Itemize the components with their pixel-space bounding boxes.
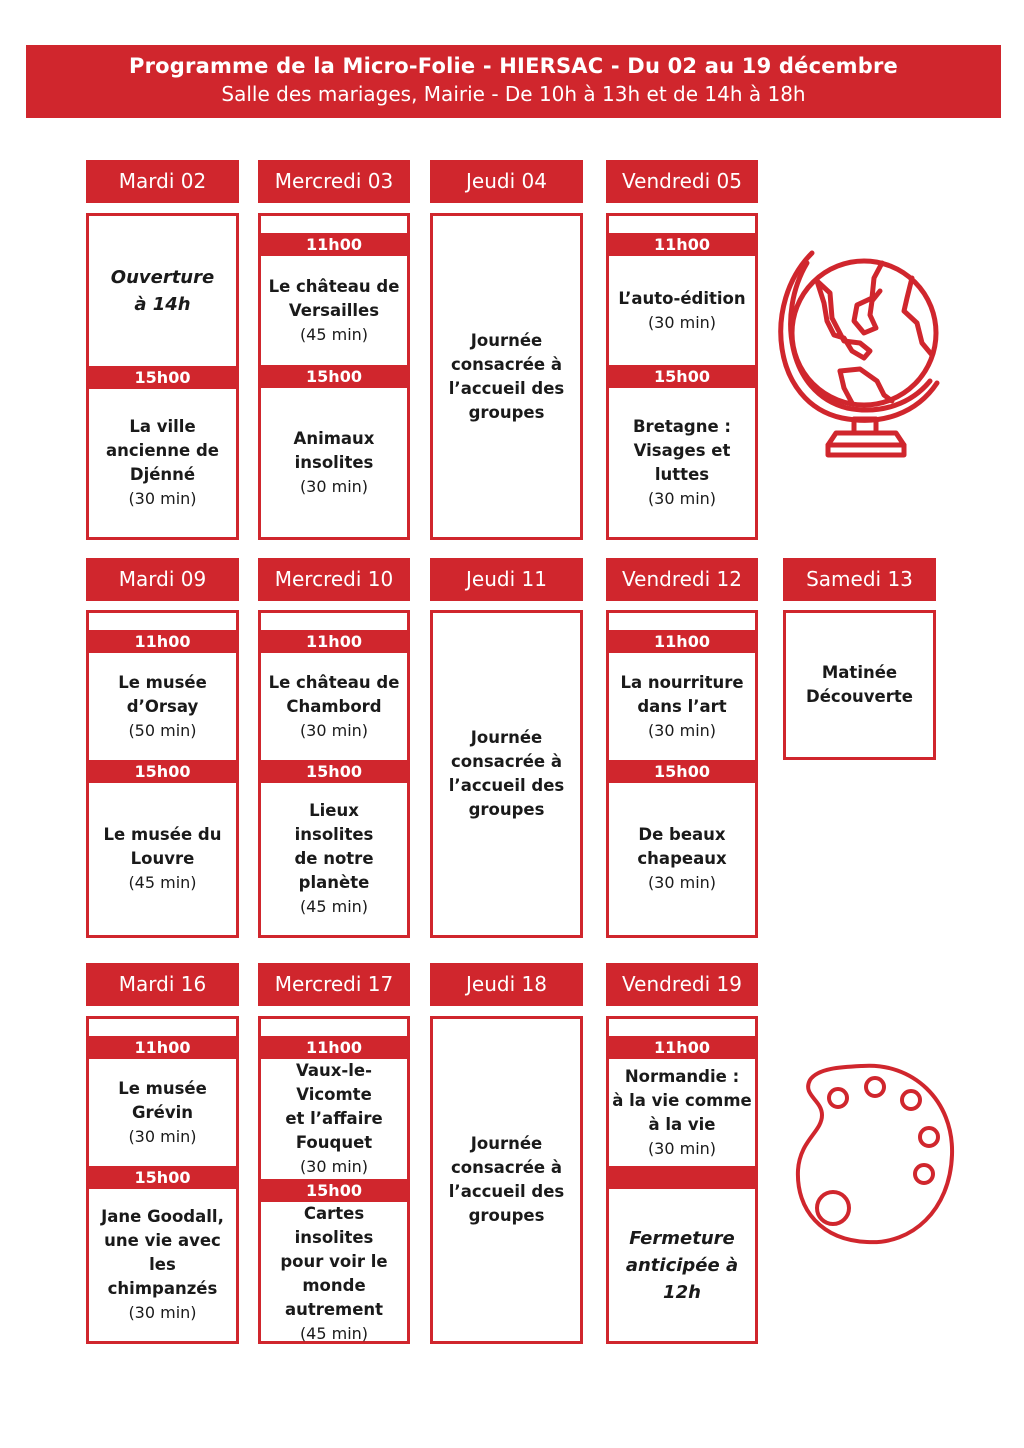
session	[609, 653, 755, 760]
session	[261, 653, 407, 760]
day-schedule-mardi-02	[86, 213, 239, 540]
session-duration: (30 min)	[647, 488, 717, 508]
session-title: Jane Goodall, une vie avec les chimpanzés	[101, 1207, 224, 1298]
time-slot: 11h00	[261, 233, 407, 256]
session-duration: (45 min)	[299, 1324, 369, 1343]
session-title: Le musée Grévin	[118, 1078, 207, 1122]
session-duration: (45 min)	[299, 897, 369, 916]
day-schedule-mardi-16	[86, 1016, 239, 1344]
session-title: L’auto-édition	[618, 288, 746, 308]
time-slot: 11h00	[609, 630, 755, 653]
session-duration: (30 min)	[299, 720, 369, 740]
session	[89, 653, 236, 760]
session-title: Cartes insolites pour voir le monde autrement	[280, 1204, 388, 1319]
session-duration: (30 min)	[128, 1126, 197, 1146]
time-slot: 11h00	[609, 233, 755, 256]
day-schedule-samedi-13	[783, 610, 936, 760]
session-duration: (30 min)	[299, 476, 369, 496]
time-slot: 11h00	[261, 1036, 407, 1059]
session	[609, 388, 755, 537]
day-header-mardi-02: Mardi 02	[86, 160, 239, 203]
session-title: Journée consacrée à l’accueil des groupes	[448, 728, 565, 819]
session-duration: (50 min)	[128, 720, 197, 740]
session	[261, 783, 407, 935]
session	[89, 216, 236, 366]
time-slot: 15h00	[609, 365, 755, 388]
session-duration: (30 min)	[299, 1157, 369, 1176]
session-duration: (30 min)	[647, 873, 717, 892]
session-duration: (30 min)	[647, 312, 717, 332]
session	[89, 1059, 236, 1166]
session	[433, 216, 580, 537]
session	[89, 783, 236, 935]
day-header-mercredi-03: Mercredi 03	[258, 160, 410, 203]
session	[609, 256, 755, 365]
day-header-jeudi-11: Jeudi 11	[430, 558, 583, 601]
session	[609, 1189, 755, 1341]
session-title: Le château de Versailles	[268, 276, 400, 320]
session	[786, 613, 933, 757]
time-slot: 11h00	[609, 1036, 755, 1059]
session	[609, 783, 755, 935]
session-duration: (30 min)	[647, 1138, 717, 1158]
session-title: Le musée d’Orsay	[118, 672, 207, 716]
time-slot: 15h00	[261, 1179, 407, 1202]
session-title: La nourriture dans l’art	[620, 672, 744, 716]
page-title: Programme de la Micro-Folie - HIERSAC - Du 02 au 19 décembre	[129, 54, 898, 78]
day-schedule-mercredi-10	[258, 610, 410, 938]
day-header-mercredi-10: Mercredi 10	[258, 558, 410, 601]
page-subtitle: Salle des mariages, Mairie - De 10h à 13h et de 14h à 18h	[221, 82, 806, 106]
day-schedule-jeudi-04	[430, 213, 583, 540]
spacer	[609, 216, 755, 233]
time-slot: 11h00	[261, 630, 407, 653]
session-title: Ouverture à 14h	[110, 267, 215, 316]
session-title: Matinée Découverte	[806, 663, 913, 706]
session-title: Le château de Chambord	[268, 672, 400, 716]
session-duration: (30 min)	[128, 489, 197, 509]
time-slot: 15h00	[261, 760, 407, 783]
session	[89, 389, 236, 537]
session-duration: (45 min)	[128, 873, 197, 892]
time-slot: 15h00	[89, 760, 236, 783]
session	[261, 388, 407, 537]
session-title: La ville ancienne de Djénné	[106, 417, 219, 485]
session-title: Animaux insolites	[293, 428, 375, 472]
session-title: Vaux-le-Vicomte et l’affaire Fouquet	[285, 1061, 383, 1152]
globe-icon	[772, 243, 952, 463]
day-header-mardi-16: Mardi 16	[86, 963, 239, 1006]
day-header-vendredi-12: Vendredi 12	[606, 558, 758, 601]
time-slot: 15h00	[609, 760, 755, 783]
day-schedule-mercredi-17	[258, 1016, 410, 1344]
day-schedule-jeudi-18	[430, 1016, 583, 1344]
session-title: Lieux insolites de notre planète	[294, 801, 374, 892]
day-header-vendredi-19: Vendredi 19	[606, 963, 758, 1006]
session-title: Fermeture anticipée à 12h	[625, 1227, 739, 1303]
spacer	[261, 1019, 407, 1036]
spacer	[261, 216, 407, 233]
session-duration: (45 min)	[299, 324, 369, 344]
day-header-jeudi-18: Jeudi 18	[430, 963, 583, 1006]
day-header-samedi-13: Samedi 13	[783, 558, 936, 601]
time-slot	[609, 1166, 755, 1189]
day-schedule-vendredi-12	[606, 610, 758, 938]
time-slot: 11h00	[89, 630, 236, 653]
day-schedule-mercredi-03	[258, 213, 410, 540]
session	[261, 256, 407, 365]
session-duration: (30 min)	[647, 720, 717, 740]
day-schedule-mardi-09	[86, 610, 239, 938]
session-title: De beaux chapeaux	[637, 825, 727, 868]
session-title: Le musée du Louvre	[103, 825, 222, 868]
header-banner	[26, 45, 1001, 118]
palette-icon	[792, 1060, 957, 1250]
session	[89, 1189, 236, 1341]
spacer	[89, 613, 236, 630]
time-slot: 15h00	[261, 365, 407, 388]
session	[609, 1059, 755, 1166]
spacer	[261, 613, 407, 630]
session-duration: (30 min)	[128, 1303, 197, 1322]
session	[433, 613, 580, 935]
time-slot: 15h00	[89, 366, 236, 389]
time-slot: 15h00	[89, 1166, 236, 1189]
day-schedule-vendredi-05	[606, 213, 758, 540]
day-schedule-jeudi-11	[430, 610, 583, 938]
session	[261, 1059, 407, 1179]
day-header-vendredi-05: Vendredi 05	[606, 160, 758, 203]
time-slot: 11h00	[89, 1036, 236, 1059]
day-header-mardi-09: Mardi 09	[86, 558, 239, 601]
spacer	[89, 1019, 236, 1036]
session-title: Normandie : à la vie comme à la vie	[612, 1066, 752, 1134]
session-title: Journée consacrée à l’accueil des groupes	[448, 1134, 565, 1225]
day-header-mercredi-17: Mercredi 17	[258, 963, 410, 1006]
day-header-jeudi-04: Jeudi 04	[430, 160, 583, 203]
spacer	[609, 613, 755, 630]
session-title: Journée consacrée à l’accueil des groupes	[448, 330, 565, 422]
session-title: Bretagne : Visages et luttes	[632, 416, 732, 484]
session	[261, 1202, 407, 1346]
spacer	[609, 1019, 755, 1036]
session	[433, 1019, 580, 1341]
day-schedule-vendredi-19	[606, 1016, 758, 1344]
